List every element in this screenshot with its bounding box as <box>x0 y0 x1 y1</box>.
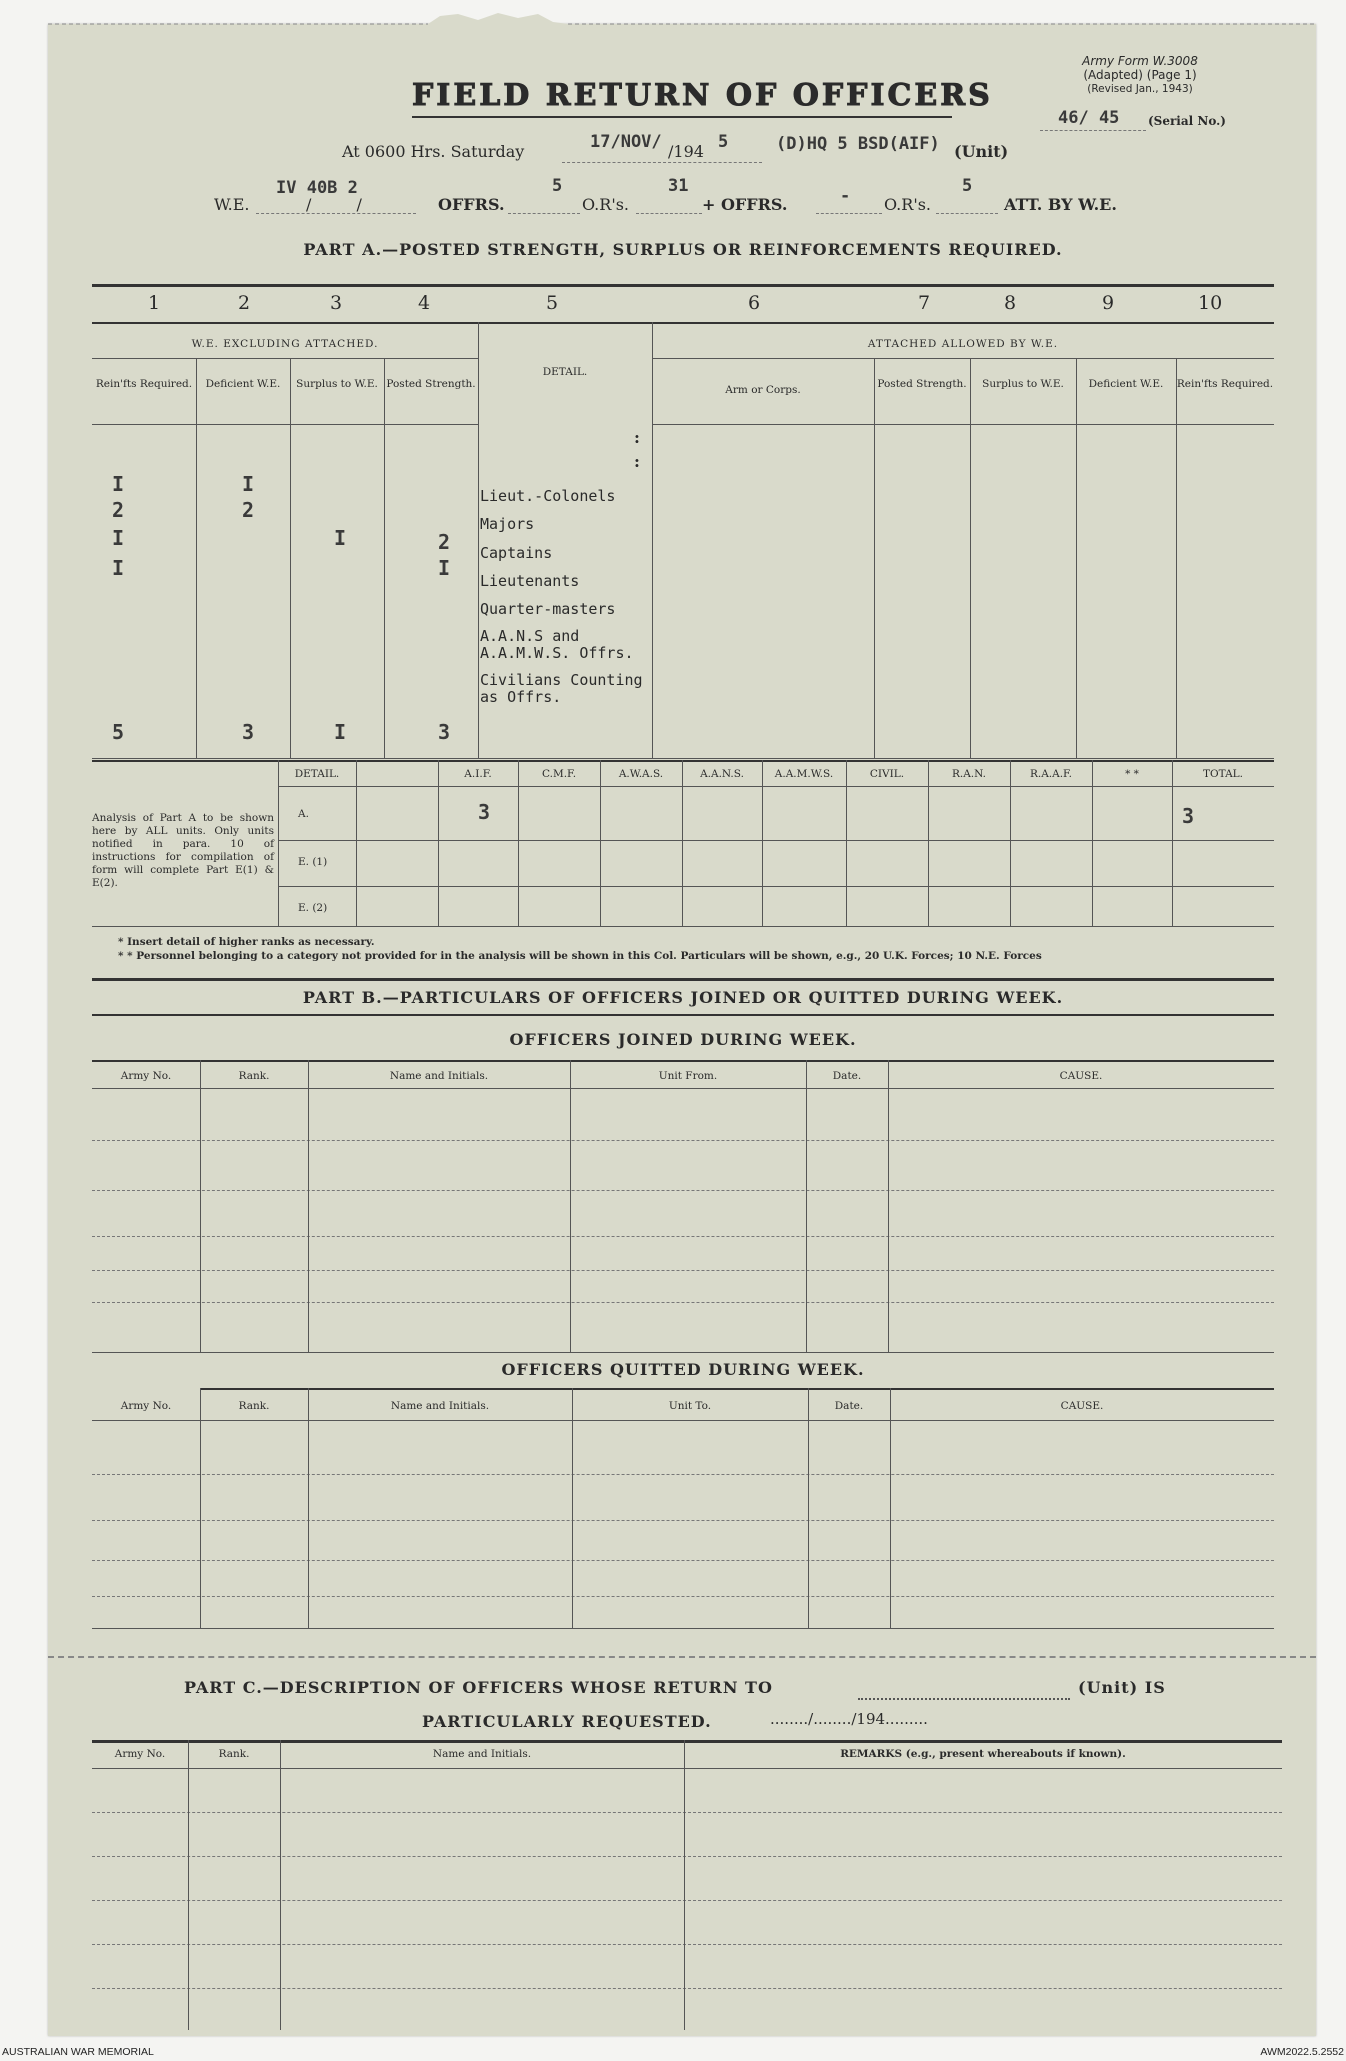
rank-civilians: Civilians Counting as Offrs. <box>480 671 643 706</box>
hdr-arm-corps: Arm or Corps. <box>725 384 801 396</box>
col4-lieutenants: I <box>438 556 451 580</box>
we-slashes: / / <box>306 195 362 214</box>
rank-quarter-masters: Quarter-masters <box>480 600 616 618</box>
hdr-deficient-right: Deficient W.E. <box>1088 378 1164 390</box>
form-page: (Adapted) (Page 1) <box>1083 68 1197 82</box>
part-c-line1: PART C.—DESCRIPTION OF OFFICERS WHOSE RETURN TO <box>184 1678 773 1697</box>
an-aif-a-value: 3 <box>478 800 491 824</box>
part-b-heading: PART B.—PARTICULARS OF OFFICERS JOINED OR QUITTED DURING WEEK. <box>302 988 1064 1007</box>
rank-majors: Majors <box>480 515 535 533</box>
hdr-reinf-left: Rein'fts Required. <box>95 378 193 390</box>
c-hdr-army-no: Army No. <box>114 1748 166 1760</box>
unit-typed: (D)HQ 5 BSD(AIF) <box>776 134 940 154</box>
unit-label: (Unit) <box>954 142 1009 161</box>
hdr-posted-right: Posted Strength. <box>877 378 967 390</box>
form-revised: (Revised Jan., 1943) <box>1087 83 1193 95</box>
an-hdr-aans: A.A.N.S. <box>700 768 744 780</box>
rank-lieut-colonels: Lieut.-Colonels <box>480 487 616 505</box>
part-a-heading: PART A.—POSTED STRENGTH, SURPLUS OR REINFORCEMENTS REQUIRED. <box>303 240 1063 259</box>
more-ranks-dots-1: : <box>634 428 640 447</box>
col-num-4: 4 <box>418 292 431 314</box>
footer-institution: AUSTRALIAN WAR MEMORIAL <box>2 2046 154 2058</box>
col-num-6: 6 <box>748 292 761 314</box>
col-num-3: 3 <box>330 292 343 314</box>
form-id: Army Form W.3008 <box>1082 54 1198 68</box>
footnote-2: * * Personnel belonging to a category not provided for in the analysis will be shown in this Col. Particulars will be shown, e.g., 20 U.K. Forces; 10 N.E. Forces <box>118 950 1042 962</box>
an-hdr-raaf: R.A.A.F. <box>1029 768 1073 780</box>
joined-hdr-rank: Rank. <box>238 1070 270 1082</box>
analysis-note: Analysis of Part A to be shown here by ALL units. Only units notified in para. 10 of instructions for compilation of form will complete Part E(1) & E(2). <box>92 812 274 889</box>
serial-value: 46/ 45 <box>1058 108 1120 128</box>
quitted-hdr-rank: Rank. <box>238 1400 270 1412</box>
att-offrs-value: - <box>840 186 851 206</box>
col1-majors: 2 <box>112 498 125 522</box>
col1-lieutenants: I <box>112 556 125 580</box>
quitted-hdr-name: Name and Initials. <box>390 1400 490 1412</box>
col-num-1: 1 <box>148 292 161 314</box>
footnote-1: * Insert detail of higher ranks as necessary. <box>118 936 375 948</box>
rank-aans-aamws: A.A.N.S and A.A.M.W.S. Offrs. <box>480 627 634 662</box>
date-typed: 17/NOV/ <box>590 132 662 152</box>
we-label: W.E. <box>214 195 250 214</box>
plus-offrs: + OFFRS. <box>702 195 788 214</box>
quitted-hdr-unit-to: Unit To. <box>668 1400 712 1412</box>
an-row-e2: E. (2) <box>298 902 328 914</box>
col2-majors: 2 <box>242 498 255 522</box>
part-c-date: ......../......../194......... <box>770 1710 928 1728</box>
detail-header: DETAIL. <box>542 366 588 378</box>
att-ors-value: 5 <box>962 176 973 196</box>
col1-lt-col: I <box>112 472 125 496</box>
hdr-reinf-right: Rein'fts Required. <box>1176 378 1274 390</box>
total-reinf: 5 <box>112 720 125 744</box>
an-hdr-other: * * <box>1125 768 1139 780</box>
col-num-2: 2 <box>238 292 251 314</box>
offrs-label: OFFRS. <box>438 195 505 214</box>
more-ranks-dots-2: : <box>634 452 640 471</box>
an-total-a-value: 3 <box>1182 804 1195 828</box>
hdr-posted-left: Posted Strength. <box>386 378 476 390</box>
serial-label: (Serial No.) <box>1148 114 1226 128</box>
an-row-e1: E. (1) <box>298 856 328 868</box>
quitted-hdr-cause: CAUSE. <box>1060 1400 1104 1412</box>
col1-captains: I <box>112 526 125 550</box>
c-hdr-rank: Rank. <box>218 1748 250 1760</box>
year-printed: /194 <box>668 142 704 161</box>
torn-edge <box>48 12 1316 36</box>
hdr-surplus-left: Surplus to W.E. <box>296 378 378 390</box>
col-num-10: 10 <box>1198 292 1223 314</box>
quitted-hdr-army-no: Army No. <box>120 1400 172 1412</box>
c-hdr-name: Name and Initials. <box>432 1748 532 1760</box>
hdr-surplus-right: Surplus to W.E. <box>982 378 1064 390</box>
part-c-line2: PARTICULARLY REQUESTED. <box>422 1712 712 1731</box>
an-hdr-detail: DETAIL. <box>294 768 340 780</box>
joined-hdr-unit-from: Unit From. <box>658 1070 718 1082</box>
an-hdr-aif: A.I.F. <box>464 768 492 780</box>
col-num-9: 9 <box>1102 292 1115 314</box>
col2-lt-col: I <box>242 472 255 496</box>
joined-hdr-cause: CAUSE. <box>1059 1070 1103 1082</box>
rank-lieutenants: Lieutenants <box>480 572 580 590</box>
an-hdr-aamws: A.A.M.W.S. <box>774 768 834 780</box>
col4-captains: 2 <box>438 530 451 554</box>
total-deficient: 3 <box>242 720 255 744</box>
joined-hdr-name: Name and Initials. <box>389 1070 489 1082</box>
offrs-value: 5 <box>552 176 563 196</box>
ors-label: O.R's. <box>582 195 630 214</box>
an-hdr-cmf: C.M.F. <box>541 768 577 780</box>
rank-captains: Captains <box>480 544 553 562</box>
att-label: ATT. BY W.E. <box>1004 195 1117 214</box>
an-hdr-civil: CIVIL. <box>869 768 905 780</box>
group-left: W.E. EXCLUDING ATTACHED. <box>191 338 379 350</box>
ors-value: 31 <box>668 176 689 196</box>
c-hdr-remarks: REMARKS (e.g., present whereabouts if known). <box>840 1748 1126 1760</box>
an-hdr-ran: R.A.N. <box>951 768 987 780</box>
year-typed: 5 <box>718 132 729 152</box>
an-hdr-awas: A.W.A.S. <box>618 768 664 780</box>
group-right: ATTACHED ALLOWED BY W.E. <box>867 338 1059 350</box>
at-text: At 0600 Hrs. Saturday <box>342 142 525 161</box>
total-posted: 3 <box>438 720 451 744</box>
we-typed: IV 40B 2 <box>276 178 358 198</box>
footer-accession: AWM2022.5.2552 <box>1260 2046 1344 2058</box>
total-surplus: I <box>334 720 347 744</box>
joined-hdr-date: Date. <box>832 1070 862 1082</box>
quitted-title: OFFICERS QUITTED DURING WEEK. <box>501 1360 865 1379</box>
joined-hdr-army-no: Army No. <box>120 1070 172 1082</box>
col-num-8: 8 <box>1004 292 1017 314</box>
hdr-deficient-left: Deficient W.E. <box>205 378 281 390</box>
part-c-unit-is: (Unit) IS <box>1078 1678 1166 1697</box>
joined-title: OFFICERS JOINED DURING WEEK. <box>509 1030 857 1049</box>
quitted-hdr-date: Date. <box>834 1400 864 1412</box>
page-title: FIELD RETURN OF OFFICERS <box>412 78 993 113</box>
col-num-7: 7 <box>918 292 931 314</box>
col3-captains: I <box>334 526 347 550</box>
an-row-a: A. <box>298 808 309 820</box>
an-hdr-total: TOTAL. <box>1203 768 1243 780</box>
ors2-label: O.R's. <box>884 195 932 214</box>
col-num-5: 5 <box>546 292 559 314</box>
